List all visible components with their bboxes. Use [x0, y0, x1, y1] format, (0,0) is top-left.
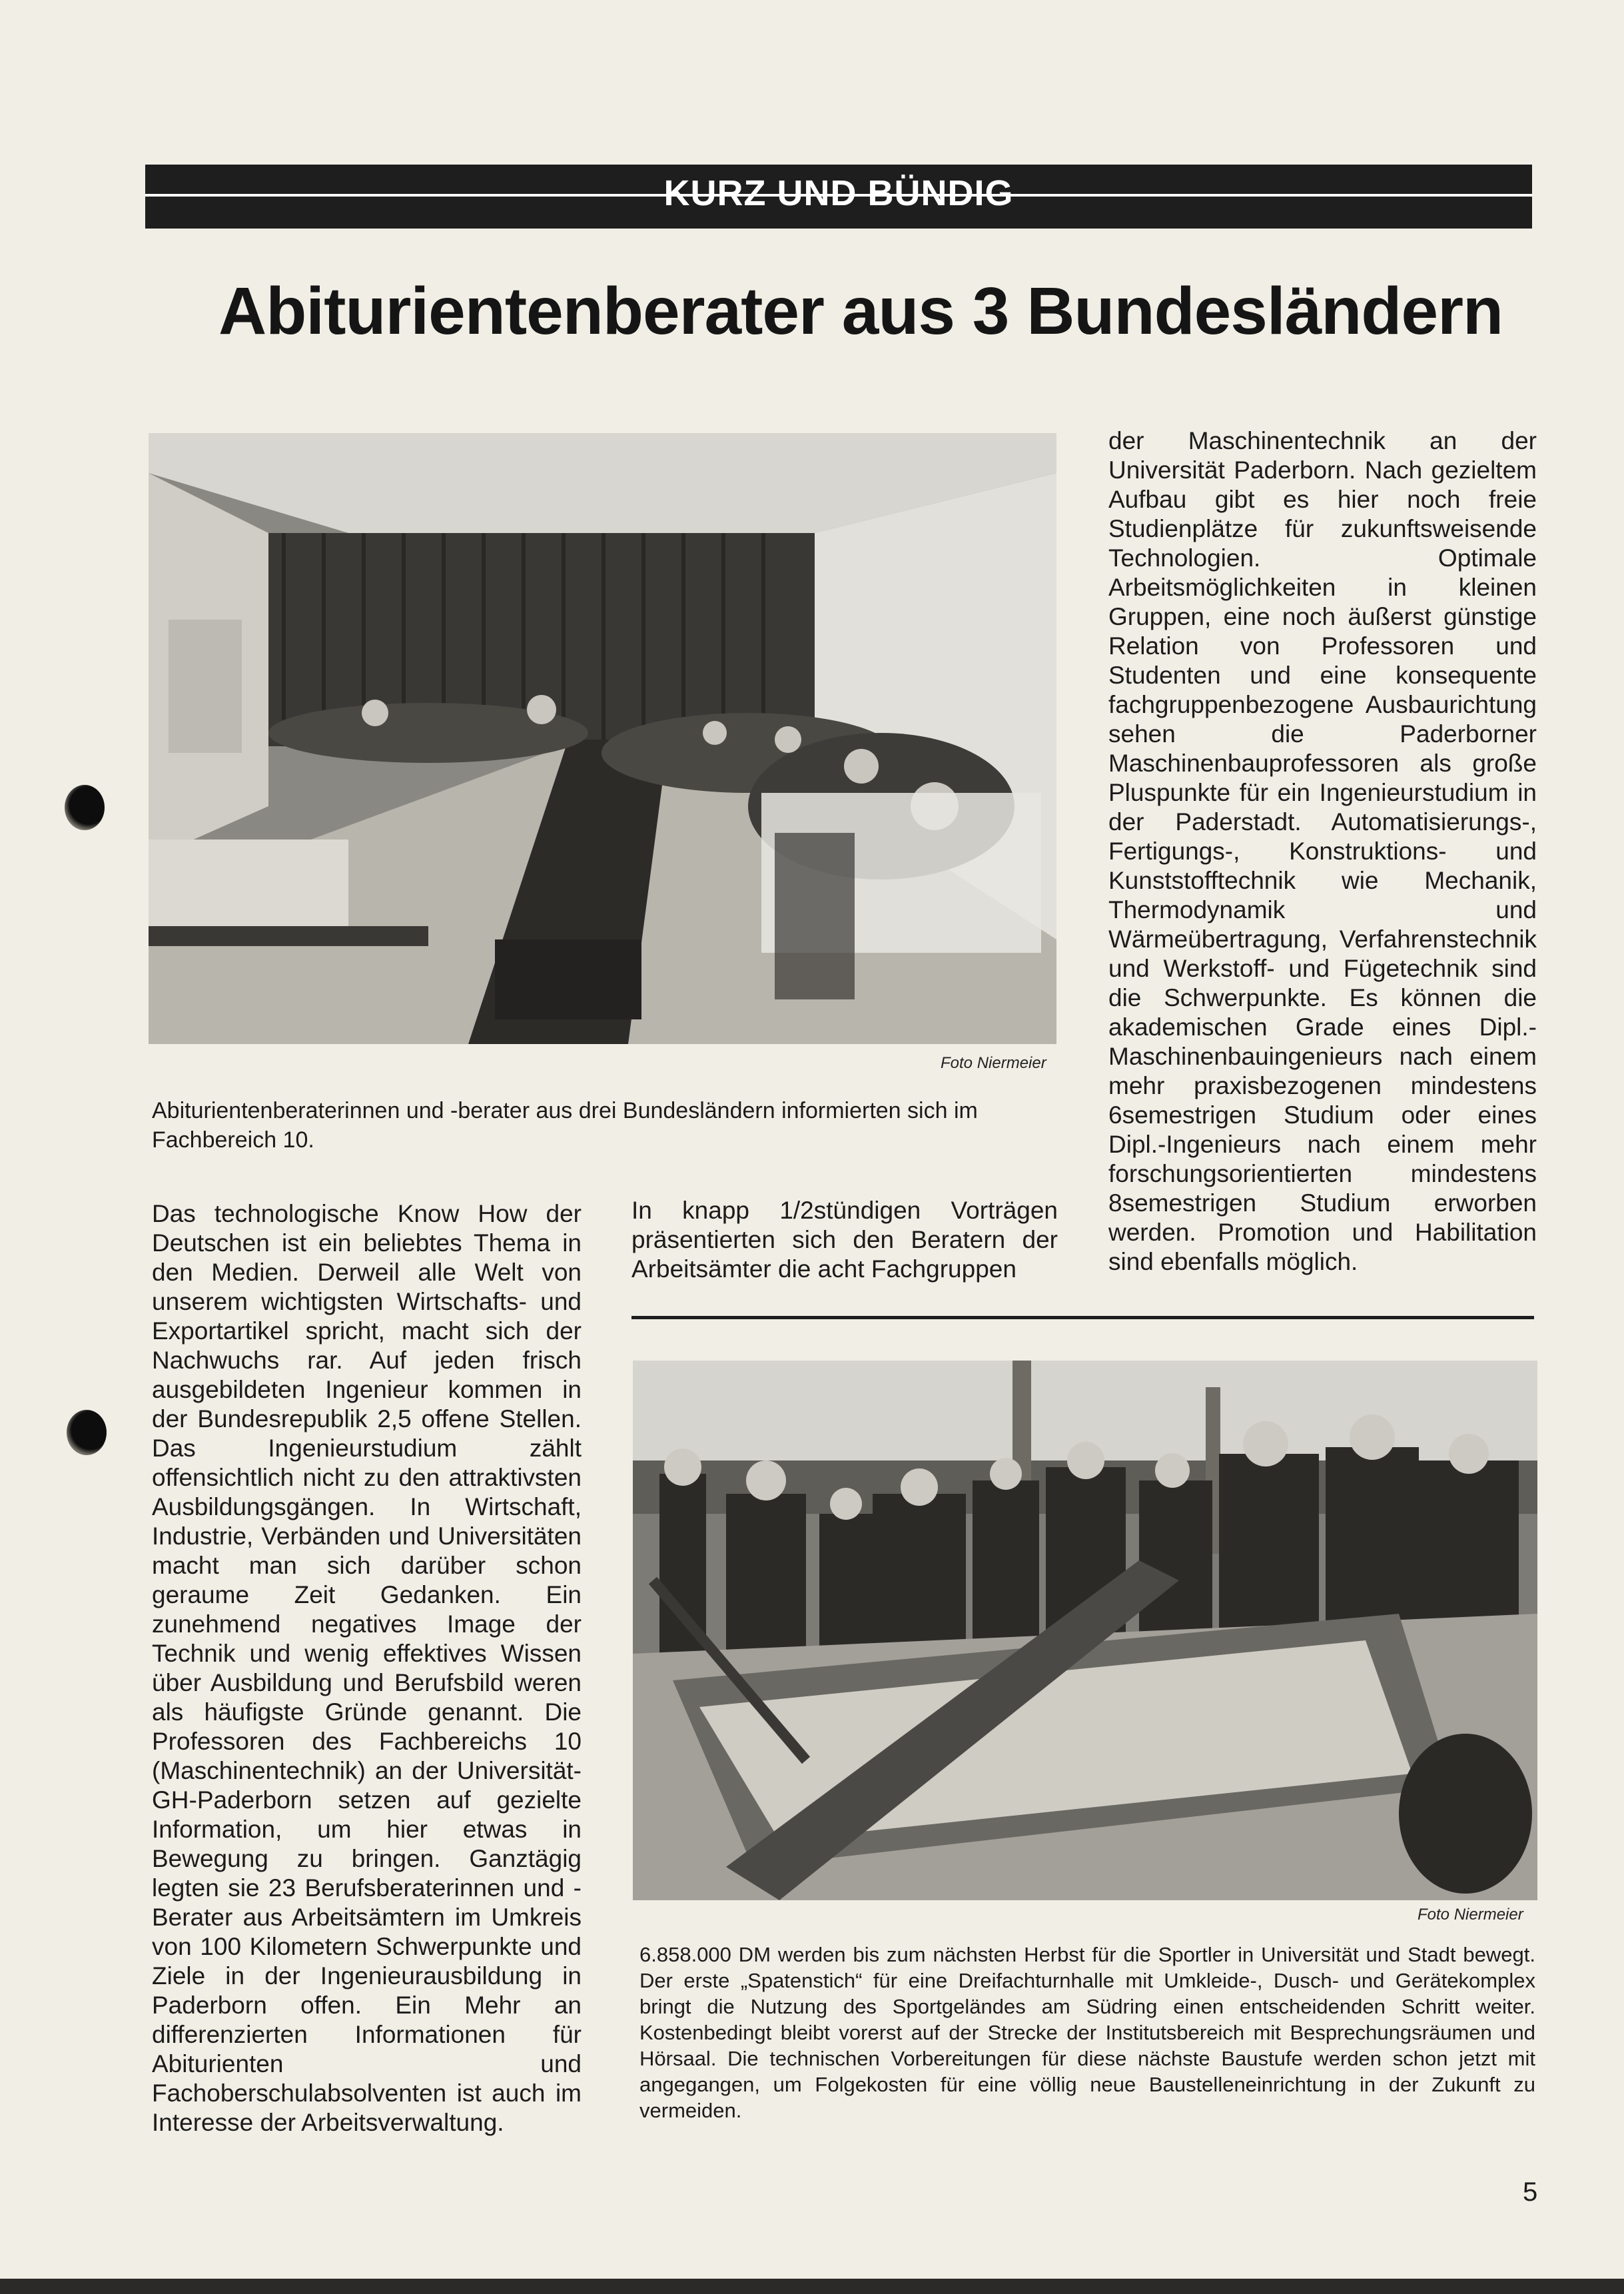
- photo1-caption: Abiturientenberaterinnen und -berater aus drei Bundesländern informierten sich im Fachbereich 10.: [152, 1098, 978, 1153]
- groundbreaking-photo: [633, 1361, 1537, 1900]
- article-column-1: Das technologische Know How der Deutschen ist ein beliebtes Thema in den Medien. Derweil alle Welt von unserem wichtigsten Wirtschafts- und Exportartikel spricht, macht sich der Nachwuchs rar. Auf jeden frisch ausgebildeten Ingenieur kommen in der Bundesrepublik 2,5 offene Stellen. Das Ingenieurstudium zählt offensichtlich nicht zu den attraktivsten Ausbildungsgängen. In Wirtschaft, Industrie, Verbänden und Universitäten macht man sich darüber schon geraume Zeit Gedanken. Ein zunehmend negatives Image der Technik und wenig effektives Wissen über Ausbildung und Berufsbild weren als häufigste Gründe genannt. Die Professoren des Fachbereichs 10 (Maschinentechnik) an der Universität-GH-Paderborn setzen auf gezielte Information, um hier etwas in Bewegung zu bringen. Ganztägig legten sie 23 Berufsberaterinnen und -Berater aus Arbeitsämtern im Umkreis von 100 Kilometern Schwerpunkte und Ziele in der Ingenieurausbildung in Paderborn offen. Ein Mehr an differenzierten Informationen für Abiturienten und Fachoberschulabsolventen ist auch im Interesse der Arbeitsverwaltung.: [152, 1200, 582, 2136]
- photo2-caption: 6.858.000 DM werden bis zum nächsten Herbst für die Sportler in Universität und Stadt bewegt. Der erste „Spatenstich“ für eine Dreifachturnhalle mit Umkleide-, Dusch- und Gerätekomplex bringt die Nutzung des Sportgeländes am Südring einen entscheidenden Schritt weiter. Kostenbedingt bleibt vorerst auf der Strecke der Institutsbereich mit Besprechungsräumen und Hörsaal. Die technischen Vorbereitungen für diese nächste Baustufe werden schon jetzt mit angegangen, um Folgekosten für eine völlig neue Baustelleneinrichtung in der Zukunft zu vermeiden.: [639, 1943, 1535, 2122]
- article-headline: Abiturientenberater aus 3 Bundesländern: [218, 274, 1503, 348]
- article-column-3: der Maschinentechnik an der Universität Paderborn. Nach gezieltem Aufbau gibt es hier noch freie Studienplätze für zukunftsweisende Technologien. Optimale Arbeitsmöglichkeiten in kleinen Gruppen, eine noch äußerst günstige Relation von Professoren und Studenten und eine konsequente fachgruppenbezogene Ausbaurichtung sehen die Paderborner Maschinenbauprofessoren als große Pluspunkte für ein Ingenieurstudium in der Paderstadt. Automatisierungs-, Fertigungs-, Konstruktions- und Kunststofftechnik wie Mechanik, Thermodynamik und Wärmeübertragung, Verfahrenstechnik und Werkstoff- und Fügetechnik sind die Schwerpunkte. Es können die akademischen Grade eines Dipl.-Maschinenbauingenieurs nach einem mehr praxisbezogenen mindestens 6semestrigen Studium oder eines Dipl.-Ingenieurs nach einem mehr forschungsorientierten mindestens 8semestrigen Studium erworben werden. Promotion und Habilitation sind ebenfalls möglich.: [1108, 427, 1537, 1275]
- section-divider: [631, 1316, 1534, 1319]
- section-header-bar: [145, 165, 1532, 229]
- photo1-credit: Foto Niermeier: [941, 1054, 1046, 1072]
- photo2-credit: Foto Niermeier: [1418, 1906, 1523, 1924]
- page-bottom-edge: [0, 2279, 1624, 2294]
- section-label: KURZ UND BÜNDIG: [663, 173, 1014, 213]
- conference-photo: [149, 433, 1056, 1044]
- punch-hole-bottom: [67, 1410, 107, 1455]
- punch-hole-top: [65, 785, 105, 830]
- article-column-2: In knapp 1/2stündigen Vorträgen präsentierten sich den Beratern der Arbeitsämter die acht Fachgruppen: [631, 1197, 1058, 1283]
- page-number: 5: [1523, 2177, 1538, 2207]
